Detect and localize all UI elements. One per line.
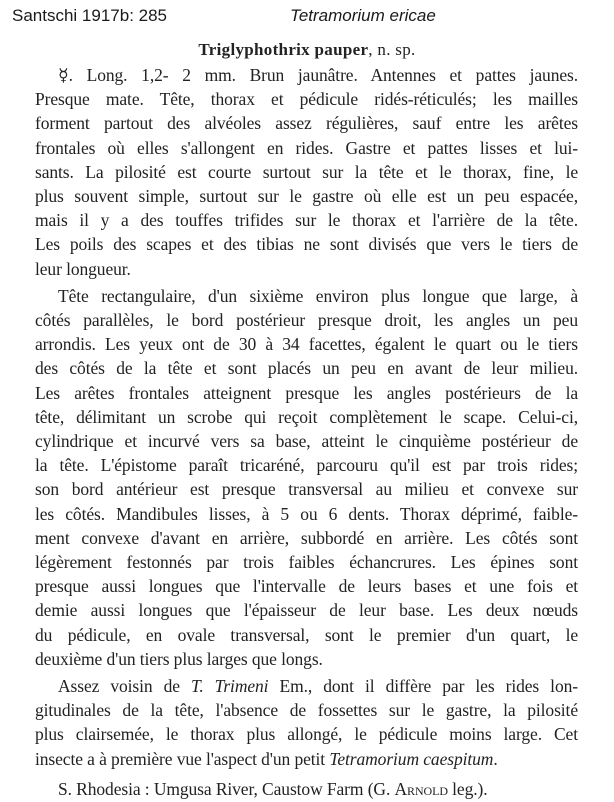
text-fragment: . bbox=[493, 748, 498, 769]
text-line: son bord antérieur est presque transversal au milieu et convexe sur bbox=[35, 479, 578, 500]
text-line: Les poils des scapes et des tibias ne sont divisés que vers le tiers de bbox=[35, 234, 578, 255]
text-fragment: Em., dont il diffère par les rides lon- bbox=[268, 676, 578, 696]
text-line: légèrement festonnés par trois faibles échancrures. Les épines sont bbox=[35, 552, 578, 572]
collector-name: Arnold bbox=[394, 778, 448, 799]
citation-label: Santschi 1917b: 285 bbox=[12, 6, 168, 25]
text-fragment: S. Rhodesia : Umgusa River, Caustow Farm (G. bbox=[58, 778, 395, 799]
text-line: Presque mate. Tête, thorax et pédicule ridés-réticulés; les mailles bbox=[35, 89, 578, 110]
text-line: mais il y a des touffes trifides sur le thorax et l'arrière de la tête. bbox=[35, 210, 578, 231]
text-line: la tête. L'épistome paraît tricaréné, parcouru qu'il est par trois rides; bbox=[35, 455, 578, 476]
text-line: Les arêtes frontales atteignent presque les angles postérieurs de la bbox=[35, 382, 578, 403]
text-line: presque aussi longues que l'intervalle de leurs bases et une fois et bbox=[35, 576, 578, 597]
text-line: des côtés de la tête et sont placés un peu en avant de leur milieu. bbox=[35, 358, 578, 379]
text-line: Tête rectangulaire, d'un sixième environ plus longue que large, à bbox=[58, 285, 578, 306]
text-line: du pédicule, en ovale transversal, sont le premier d'un quart, le bbox=[35, 624, 578, 645]
text-fragment: insecte a à première vue l'aspect d'un petit bbox=[35, 748, 330, 769]
text-line: les côtés. Mandibules lisses, à 5 ou 6 dents. Thorax déprimé, faible- bbox=[35, 503, 578, 524]
text-fragment: leg.). bbox=[447, 778, 488, 799]
taxon-label: Tetramorium ericae bbox=[290, 6, 436, 25]
text-line: forment partout des alvéoles assez régulières, sauf entre les arêtes bbox=[35, 113, 578, 134]
text-fragment: gitudinales de la tête, l'absence de fossettes sur le gastre, la pilosité bbox=[35, 700, 578, 721]
text-fragment: Assez voisin de bbox=[58, 676, 191, 696]
species-title bbox=[0, 40, 614, 60]
text-line: cylindrique et incurvé vers sa base, atteint le cinquième postérieur de bbox=[35, 431, 578, 451]
species-reference: Tetramorium caespitum bbox=[329, 748, 494, 769]
text-line: ment convexe d'avant en arrière, subbordé en arrière. Les côtés sont bbox=[35, 527, 578, 548]
text-fragment: plus clairsemée, le thorax plus allongé, le pédicule moins large. Cet bbox=[35, 724, 578, 745]
text-line: côtés parallèles, le bord postérieur presque droit, les angles un peu bbox=[35, 310, 578, 330]
text-line: tête, délimitant un scrobe qui reçoit complètement le scape. Celui-ci, bbox=[35, 406, 578, 427]
text-line: demie aussi longues que l'épaisseur de leur base. Les deux nœuds bbox=[35, 600, 578, 621]
species-reference: T. Trimeni bbox=[191, 676, 269, 696]
species-name: Triglyphothrix pauper bbox=[198, 40, 369, 59]
text-line: arrondis. Les yeux ont de 30 à 34 facettes, égalent le quart ou le tiers bbox=[35, 334, 578, 355]
text-line: sants. La pilosité est courte surtout sur la tête et le thorax, fine, le bbox=[35, 161, 578, 182]
text-line: frontales où elles s'allongent en rides. Gastre et pattes lisses et lui- bbox=[35, 137, 578, 158]
text-line: deuxième d'un tiers plus larges que longs. bbox=[35, 648, 323, 669]
text-line: ☿. Long. 1,2- 2 mm. Brun jaunâtre. Antennes et pattes jaunes. bbox=[58, 65, 578, 85]
text-line: plus souvent simple, surtout sur le gastre où elle est un peu espacée, bbox=[35, 186, 578, 206]
species-suffix: , n. sp. bbox=[368, 40, 416, 59]
locality-line bbox=[58, 776, 578, 802]
text-line: leur longueur. bbox=[35, 258, 131, 279]
